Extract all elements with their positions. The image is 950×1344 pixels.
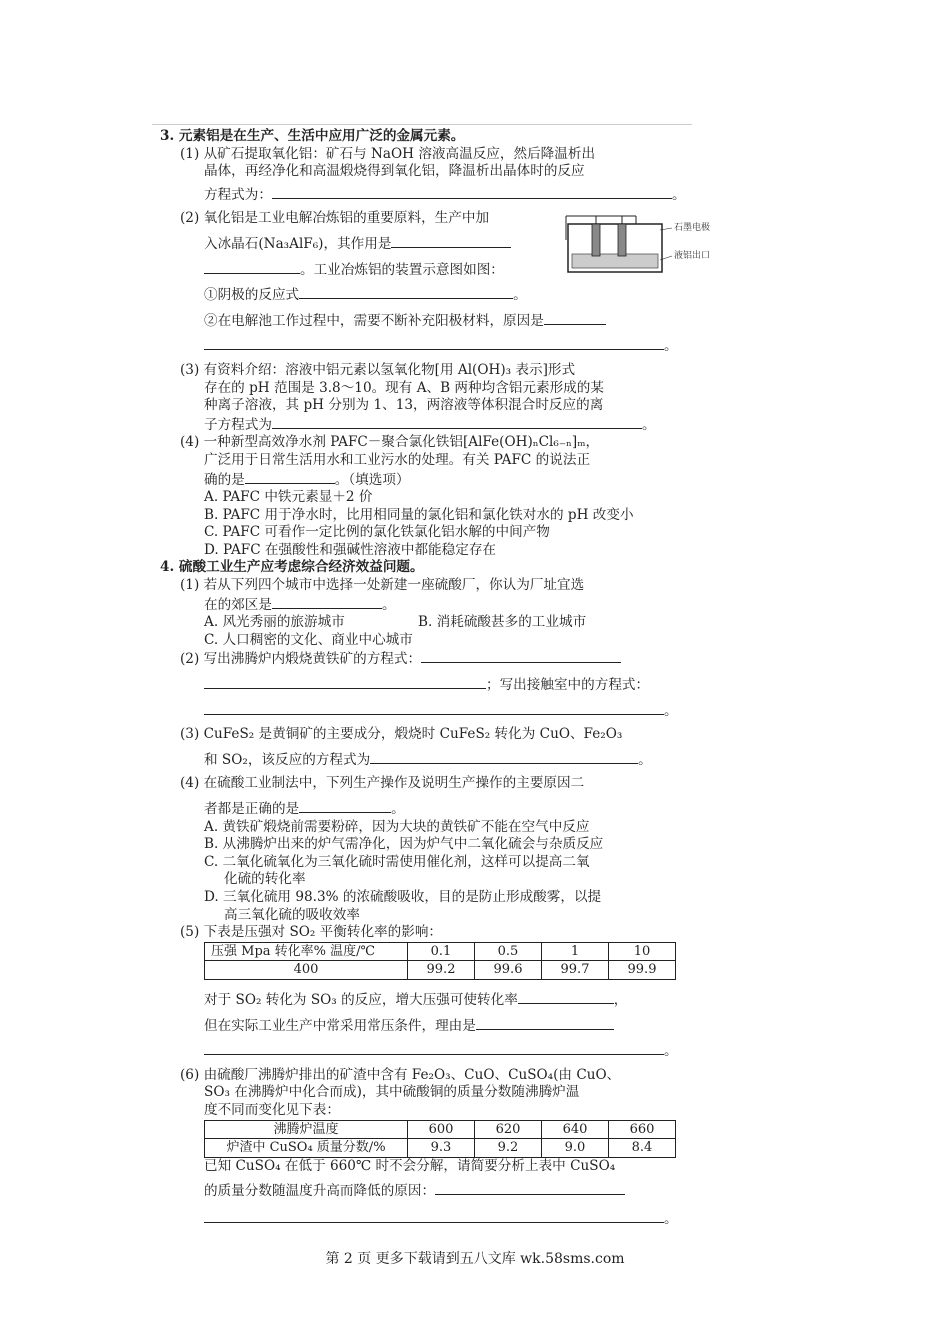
q4-part6-line2: SO₃ 在沸腾炉中化合而成)，其中硫酸铜的质量分数随沸腾炉温 (204, 1084, 580, 1101)
q4-part6-line4: 已知 CuSO₄ 在低于 660℃ 时不会分解，请简要分析上表中 CuSO₄ (204, 1157, 616, 1174)
answer-blank[interactable] (421, 649, 621, 663)
q4-part4-line1: (4) 在硫酸工业制法中，下列生产操作及说明生产操作的主要原因二 (180, 775, 585, 792)
answer-blank[interactable] (204, 336, 664, 350)
table-cell: 620 (475, 1120, 542, 1139)
answer-blank[interactable] (391, 234, 511, 248)
pressure-table (204, 942, 676, 980)
answer-blank[interactable] (204, 1041, 664, 1055)
answer-blank[interactable] (299, 799, 391, 813)
q3-part2-line3: 。工业冶炼铝的装置示意图如图： (300, 261, 504, 278)
q3-part1-line3: 方程式为： (204, 186, 272, 203)
table-cell: 99.7 (542, 961, 609, 980)
q4-part5-line1: (5) 下表是压强对 SO₂ 平衡转化率的影响： (180, 924, 443, 941)
q3-part2-sub1: ①阴极的反应式 (204, 287, 300, 304)
table-cell: 1 (542, 942, 609, 961)
table-cell: 8.4 (609, 1139, 676, 1158)
liquid-aluminum-outlet-label: 液铝出口 (674, 251, 711, 261)
q3-option-a: A. PAFC 中铁元素显＋2 价 (204, 489, 373, 506)
q3-part4-line3a: 确的是 (204, 471, 245, 488)
q3-option-c: C. PAFC 可看作一定比例的氯化铁氯化铝水解的中间产物 (204, 524, 550, 541)
document-page: 3. 元素铝是在生产、生活中应用广泛的金属元素。 (1) 从矿石提取氧化铝：矿石与 NaOH 溶液高温反应，然后降温析出 晶体，再经净化和高温煅烧得到氧化铝，降温析出晶体时的反应 方程式为： 。 (2) 氧化铝是工业电解冶炼铝的重要原料，生产中加 入冰晶石(Na₃AlF₆)，其作用是 。工业冶炼铝的装置示意图如图： ①阴极的反应式 。 ②在电解池工作过程中，需要不断补充阳极材料，原因是 。 (3) 有资料介绍：溶液中铝元素以氢氧化物[用 Al(OH)₃ 表示]形式 存在的 pH 范围是 3.8～10。现有 A、B 两种均含铝元素形成的某 种离子溶液，其 pH 分别为 1、13，两溶液等体积混合时反应的离 子方程式为 。 (4) 一种新型高效净水剂 PAFC－聚合氯化铁铝[AlFe(OH)ₙCl₆₋ₙ]ₘ， 广泛用于日常生活用水和工业污水的处理。有关 PAFC 的说法正 确的是 。（填选项） A. PAFC 中铁元素显＋2 价 B. PAFC 用于净水时，比用相同量的氯化铝和氯化铁对水的 pH 改变小 C. PAFC 可看作一定比例的氯化铁氯化铝水解的中间产物 D. PAFC 在强酸性和强碱性溶液中都能稳定存在 4. 硫酸工业生产应考虑综合经济效益问题。 (1) 若从下列四个城市中选择一处新建一座硫酸厂，你认为厂址宜选 在的郊区是 。 A. 风光秀丽的旅游城市 B. 消耗硫酸甚多的工业城市 C. 人口稠密的文化、商业中心城市 (2) 写出沸腾炉内煅烧黄铁矿的方程式： ；写出接触室中的方程式： 。 (3) CuFeS₂ 是黄铜矿的主要成分，煅烧时 CuFeS₂ 转化为 CuO、Fe₂O₃ 和 SO₂，该反应的方程式为 。 (4) 在硫酸工业制法中，下列生产操作及说明生产操作的主要原因二 者都是正确的是 。 A. 黄铁矿煅烧前需要粉碎，因为大块的黄铁矿不能在空气中反应 B. 从沸腾炉出来的炉气需净化，因为炉气中二氧化硫会与杂质反应 C. 二氧化硫氧化为三氧化硫时需使用催化剂，这样可以提高二氧 化硫的转化率 D. 三氧化硫用 98.3% 的浓硫酸吸收，目的是防止形成酸雾，以提 高三氧化硫的吸收效率 (5) 下表是压强对 SO₂ 平衡转化率的影响： 压强 Mpa 转化率% 温度/℃ 0.1 0.5 1 10 400 99.2 99.6 99.7 99.9 对于 SO₂ 转化为 SO₃ 的反应，增大压强可使转化率 ， 但在实际工业生产中常采用常压条件，理由是 。 (6) 由硫酸厂沸腾炉排出的矿渣中含有 Fe₂O₃、CuO、CuSO₄(由 CuO、 SO₃ 在沸腾炉中化合而成)，其中硫酸铜的质量分数随沸腾炉温 度不同而变化见下表： 沸腾炉温度 600 620 640 660 炉渣中 CuSO₄ 质量分数/% 9.3 9.2 9.0 8.4 已知 CuSO₄ 在低于 660℃ 时不会分解，请简要分析上表中 CuSO₄ 的质量分数随温度升高而降低的原因： 。 石墨电极 液铝出口 (160, 128, 680, 1228)
q4-p4-option-c1: C. 二氧化硫氧化为三氧化硫时需使用催化剂，这样可以提高二氧 (204, 853, 590, 870)
q4-part5-line2: 对于 SO₂ 转化为 SO₃ 的反应，增大压强可使转化率 (204, 991, 518, 1008)
q4-p4-option-b: B. 从沸腾炉出来的炉气需净化，因为炉气中二氧化硫会与杂质反应 (204, 836, 604, 853)
q4-p4-option-a: A. 黄铁矿煅烧前需要粉碎，因为大块的黄铁矿不能在空气中反应 (204, 818, 590, 835)
q4-option-b: B. 消耗硫酸甚多的工业城市 (418, 614, 587, 631)
q4-p4-option-d2: 高三氧化硫的吸收效率 (224, 906, 360, 923)
answer-blank[interactable] (204, 260, 300, 274)
table-cell: 0.1 (408, 942, 475, 961)
q4-part1-line1: (1) 若从下列四个城市中选择一处新建一座硫酸厂，你认为厂址宜选 (180, 577, 585, 594)
q4-option-c: C. 人口稠密的文化、商业中心城市 (204, 631, 413, 648)
answer-blank[interactable] (204, 701, 664, 715)
cuso4-table (204, 1120, 676, 1158)
answer-blank[interactable] (245, 470, 335, 484)
q4-part4-line2: 者都是正确的是 (204, 801, 300, 817)
q4-part6-line3: 度不同而变化见下表： (204, 1101, 340, 1118)
q4-part1-line2: 在的郊区是 (204, 596, 272, 613)
q3-part2-line1: (2) 氧化铝是工业电解冶炼铝的重要原料，生产中加 (180, 210, 490, 227)
question-3-title: 3. 元素铝是在生产、生活中应用广泛的金属元素。 (160, 128, 465, 144)
table-cell: 0.5 (475, 942, 542, 961)
table-cell: 9.2 (475, 1139, 542, 1158)
q3-part3-line3: 种离子溶液，其 pH 分别为 1、13，两溶液等体积混合时反应的离 (204, 397, 604, 414)
table-cell: 99.2 (408, 961, 475, 980)
q4-option-a: A. 风光秀丽的旅游城市 (204, 614, 345, 631)
table-cell: 99.6 (475, 961, 542, 980)
table-cell: 9.0 (542, 1139, 609, 1158)
q4-part2-line1: (2) 写出沸腾炉内煅烧黄铁矿的方程式： (180, 651, 422, 668)
table-header: 压强 Mpa 转化率% 温度/℃ (205, 942, 408, 961)
answer-blank[interactable] (435, 1181, 625, 1195)
table-cell: 10 (609, 942, 676, 961)
answer-blank[interactable] (204, 1209, 664, 1223)
q4-p4-option-d1: D. 三氧化硫用 98.3% 的浓硫酸吸收，目的是防止形成酸雾，以提 (204, 888, 602, 905)
q4-part3-line1: (3) CuFeS₂ 是黄铜矿的主要成分，煅烧时 CuFeS₂ 转化为 CuO、Fe₂O₃ (180, 726, 623, 743)
q3-part1-line1: (1) 从矿石提取氧化铝：矿石与 NaOH 溶液高温反应，然后降温析出 (180, 145, 596, 162)
table-cell: 9.3 (408, 1139, 475, 1158)
graphite-electrode-label: 石墨电极 (674, 223, 711, 233)
q4-part6-line5: 的质量分数随温度升高而降低的原因： (204, 1183, 436, 1200)
q3-part2-line2: 入冰晶石(Na₃AlF₆)，其作用是 (204, 235, 392, 252)
answer-blank[interactable] (476, 1016, 614, 1030)
answer-blank[interactable] (299, 285, 513, 299)
q4-p4-option-c2: 化硫的转化率 (224, 871, 306, 888)
q3-part3-line4: 子方程式为 (204, 416, 272, 433)
q3-part3-line1: (3) 有资料介绍：溶液中铝元素以氢氧化物[用 Al(OH)₃ 表示]形式 (180, 361, 576, 378)
answer-blank[interactable] (272, 415, 642, 429)
answer-blank[interactable] (272, 595, 382, 609)
q4-part5-line3: 但在实际工业生产中常采用常压条件，理由是 (204, 1017, 476, 1034)
answer-blank[interactable] (272, 185, 672, 199)
q3-option-b: B. PAFC 用于净水时，比用相同量的氯化铝和氯化铁对水的 pH 改变小 (204, 506, 634, 523)
q4-part6-line1: (6) 由硫酸厂沸腾炉排出的矿渣中含有 Fe₂O₃、CuO、CuSO₄(由 CuO、 (180, 1066, 621, 1083)
q3-part4-line2: 广泛用于日常生活用水和工业污水的处理。有关 PAFC 的说法正 (204, 451, 591, 468)
q3-part4-line3b: 。（填选项） (334, 471, 410, 488)
answer-blank[interactable] (204, 675, 486, 689)
question-4-title: 4. 硫酸工业生产应考虑综合经济效益问题。 (160, 559, 424, 576)
q4-part2-line2: ；写出接触室中的方程式： (486, 677, 650, 694)
electrolysis-diagram (556, 210, 726, 280)
answer-blank[interactable] (370, 750, 638, 764)
table-cell: 600 (408, 1120, 475, 1139)
page-footer: 第 2 页 更多下载请到五八文库 wk.58sms.com (325, 1251, 625, 1267)
q3-part4-line1: (4) 一种新型高效净水剂 PAFC－聚合氯化铁铝[AlFe(OH)ₙCl₆₋ₙ]ₘ， (180, 434, 600, 451)
top-rule (152, 124, 692, 125)
q4-part3-line2: 和 SO₂，该反应的方程式为 (204, 751, 371, 768)
q3-part2-sub2: ②在电解池工作过程中，需要不断补充阳极材料，原因是 (204, 312, 544, 329)
table-header: 沸腾炉温度 (205, 1120, 408, 1139)
q3-part3-line2: 存在的 pH 范围是 3.8～10。现有 A、B 两种均含铝元素形成的某 (204, 379, 604, 396)
q3-option-d: D. PAFC 在强酸性和强碱性溶液中都能稳定存在 (204, 541, 497, 558)
table-cell: 640 (542, 1120, 609, 1139)
q3-part1-line2: 晶体，再经净化和高温煅烧得到氧化铝，降温析出晶体时的反应 (204, 163, 585, 180)
table-cell: 660 (609, 1120, 676, 1139)
table-cell: 炉渣中 CuSO₄ 质量分数/% (205, 1139, 408, 1158)
table-cell: 400 (205, 961, 408, 980)
answer-blank[interactable] (518, 990, 614, 1004)
answer-blank[interactable] (544, 311, 606, 325)
table-cell: 99.9 (609, 961, 676, 980)
